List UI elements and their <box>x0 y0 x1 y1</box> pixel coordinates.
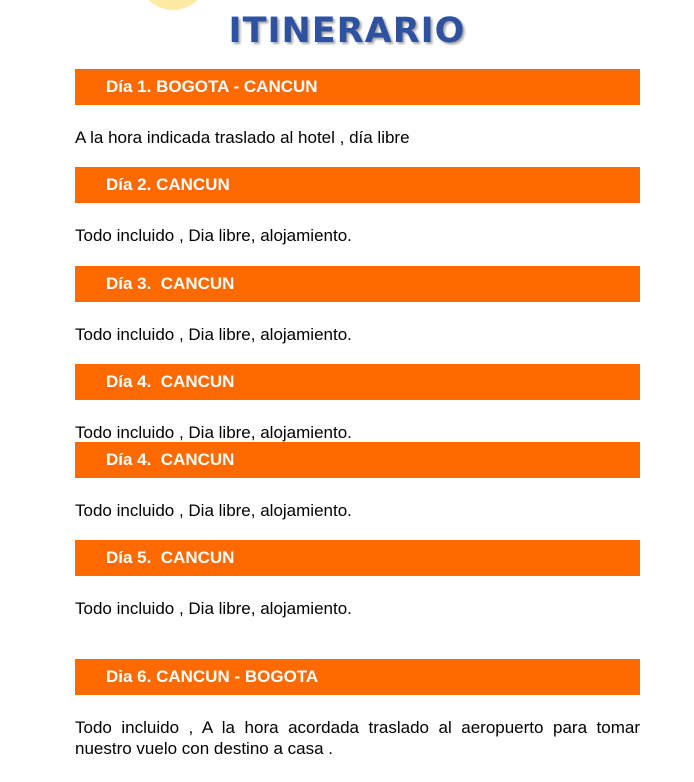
day-5-heading: Día 5. CANCUN <box>75 540 640 576</box>
day-2-heading: Día 2. CANCUN <box>75 167 640 203</box>
page-title: ITINERARIO <box>228 11 466 51</box>
day-2-description: Todo incluido , Dia libre, alojamiento. <box>75 226 352 245</box>
decorative-blob <box>138 0 208 10</box>
day-1-heading: Día 1. BOGOTA - CANCUN <box>75 69 640 105</box>
day-4b-description: Todo incluido , Dia libre, alojamiento. <box>75 501 352 520</box>
day-4b-heading: Día 4. CANCUN <box>75 442 640 478</box>
day-4-description: Todo incluido , Dia libre, alojamiento. <box>75 423 352 442</box>
day-4-heading: Día 4. CANCUN <box>75 364 640 400</box>
day-6-description: Todo incluido , A la hora acordada traslado al aeropuerto para tomar nuestro vuelo con destino a casa . <box>75 718 640 758</box>
day-1-description: A la hora indicada traslado al hotel , día libre <box>75 128 410 147</box>
day-3-heading: Día 3. CANCUN <box>75 266 640 302</box>
day-5-description: Todo incluido , Dia libre, alojamiento. <box>75 599 352 618</box>
day-3-description: Todo incluido , Dia libre, alojamiento. <box>75 325 352 344</box>
day-6-heading: Dia 6. CANCUN - BOGOTA <box>75 659 640 695</box>
